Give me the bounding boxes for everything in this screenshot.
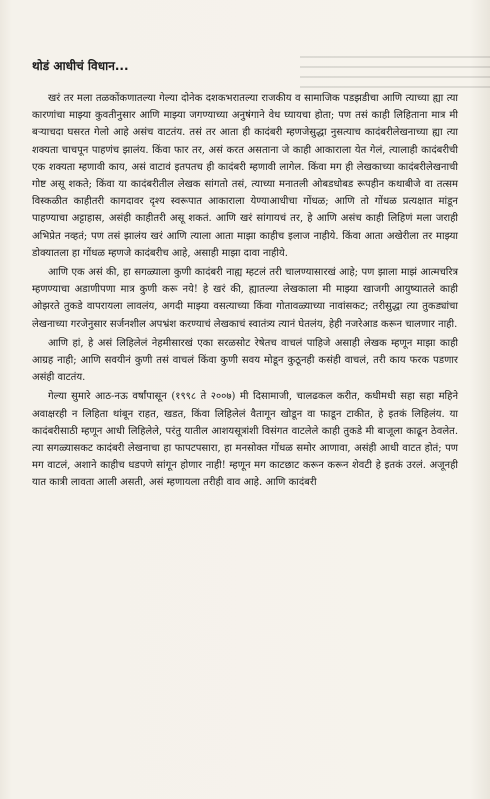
paragraph-1: खरं तर मला तळकोंकणातल्या गेल्या दोनेक दशकभरातल्या राजकीय व सामाजिक पडझडीचा आणि त्याच्या ह्या त्या कारणांचा माझ्या कुवतीनुसार आणि माझ्या जगण्याच्या अनुषंगाने वेध घ्यायचा होता; पण तसं काही लिहिताना मात्र मी बऱ्याचदा घसरत गेलो आहे असंच वाटतंय. तसं तर आता ही कादंबरी म्हणजेसुद्धा नुसत्याच कादंबरीलेखनाच्या ह्या त्या शक्यता चाचपून पाहणंच झालंय. किंवा फार तर, असं करत असताना जे काही आकाराला येत गेलं, त्यालाही कादंबरीची एक शक्यता म्हणावी काय, असं वाटावं इतपतच ही कादंबरी म्हणावी लागेल. किंवा मग ही लेखकाच्या कादंबरीलेखनाची गोष्ट असू शकते; किंवा या कादंबरीतील लेखक सांगतो तसं, त्याच्या मनातली ओबडधोबड रूपहीन कथाबीजे वा तत्सम विस्कळीत काहीतरी कागदावर दृश्य स्वरूपात आकाराला येण्याआधीचा गोंधळ; आणि तो गोंधळ प्रत्यक्षात मांडून पाहण्याचा अट्टाहास, असंही काहीतरी असू शकतं. आणि खरं सांगायचं तर, हे आणि असंच काही लिहिणं मला जराही अभिप्रेत नव्हतं; पण तसं झालंय खरं आणि त्याला आता माझा काहीच इलाज नाहीये. किंवा आता अखेरीला तर माझ्या डोक्यातला हा गोंधळ म्हणजे कादंबरीच आहे, असाही माझा दावा नाहीये. bbox=[32, 93, 458, 259]
paragraph-4: गेल्या सुमारे आठ-नऊ वर्षांपासून (१९९८ ते २००७) मी दिसामाजी, चालढकल करीत, कधीमधी सहा सहा महिने अवाक्षरही न लिहिता थांबून राहत, खडत, किंवा लिहिलेलं वैतागून खोडून वा फाडून टाकीत, हे इतकं लिहिलंय. या कादंबरीसाठी म्हणून आधी लिहिलेले, परंतु यातील आशयसूत्रांशी विसंगत वाटलेले काही तुकडे मी बाजूला काढून ठेवलेत. त्या सगळ्यासकट कादंबरी लेखनाचा हा फापटपसारा, हा मनसोक्त गोंधळ समोर आणावा, असंही आधी वाटत होतं; पण मग वाटलं, अशाने काहीच धडपणे सांगून होणार नाही! म्हणून मग काटछाट करून करून शेवटी हे इतकं उरलं. अजूनही यात कात्री लावता आली असती, असं म्हणायला तरीही वाव आहे. आणि कादंबरी bbox=[32, 391, 458, 489]
paragraph-2: आणि एक असं की, हा सगळ्याला कुणी कादंबरी नाह्य म्हटलं तरी चालण्यासारखं आहे; पण झाला माझं आत्मचरित्र म्हणण्याचा अडाणीपणा मात्र कुणी करू नये! हे खरं की, ह्यातल्या लेखकाला मी माझ्या खाजगी आयुष्यातले काही ओझरते तुकडे वापरायला लावलंय, अगदी माझ्या वसत्याच्या किंवा गोतावळ्याच्या नावांसकट; तरीसुद्धा त्या तुकड्यांचा लेखनाच्या गरजेनुसार सर्जनशील अपभ्रंश करण्याचं लेखकाचं स्वातंत्र्य त्यानं घेतलंय, हेही नजरेआड करून चालणार नाही. bbox=[32, 267, 458, 330]
paragraph-3: आणि हां, हे असं लिहिलेलं नेहमीसारखं एका सरळसोट रेषेतच वाचलं पाहिजे असाही लेखक म्हणून माझा काही आग्रह नाही; आणि सवयीनं कुणी तसं वाचलं किंवा कुणी सवय मोडून कुठूनही कसंही वाचलं, तरी काय फरक पडणार असंही वाटतंय. bbox=[32, 337, 458, 384]
page-content bbox=[32, 58, 458, 494]
page-heading: थोडं आधीचं विधान... bbox=[32, 59, 129, 73]
